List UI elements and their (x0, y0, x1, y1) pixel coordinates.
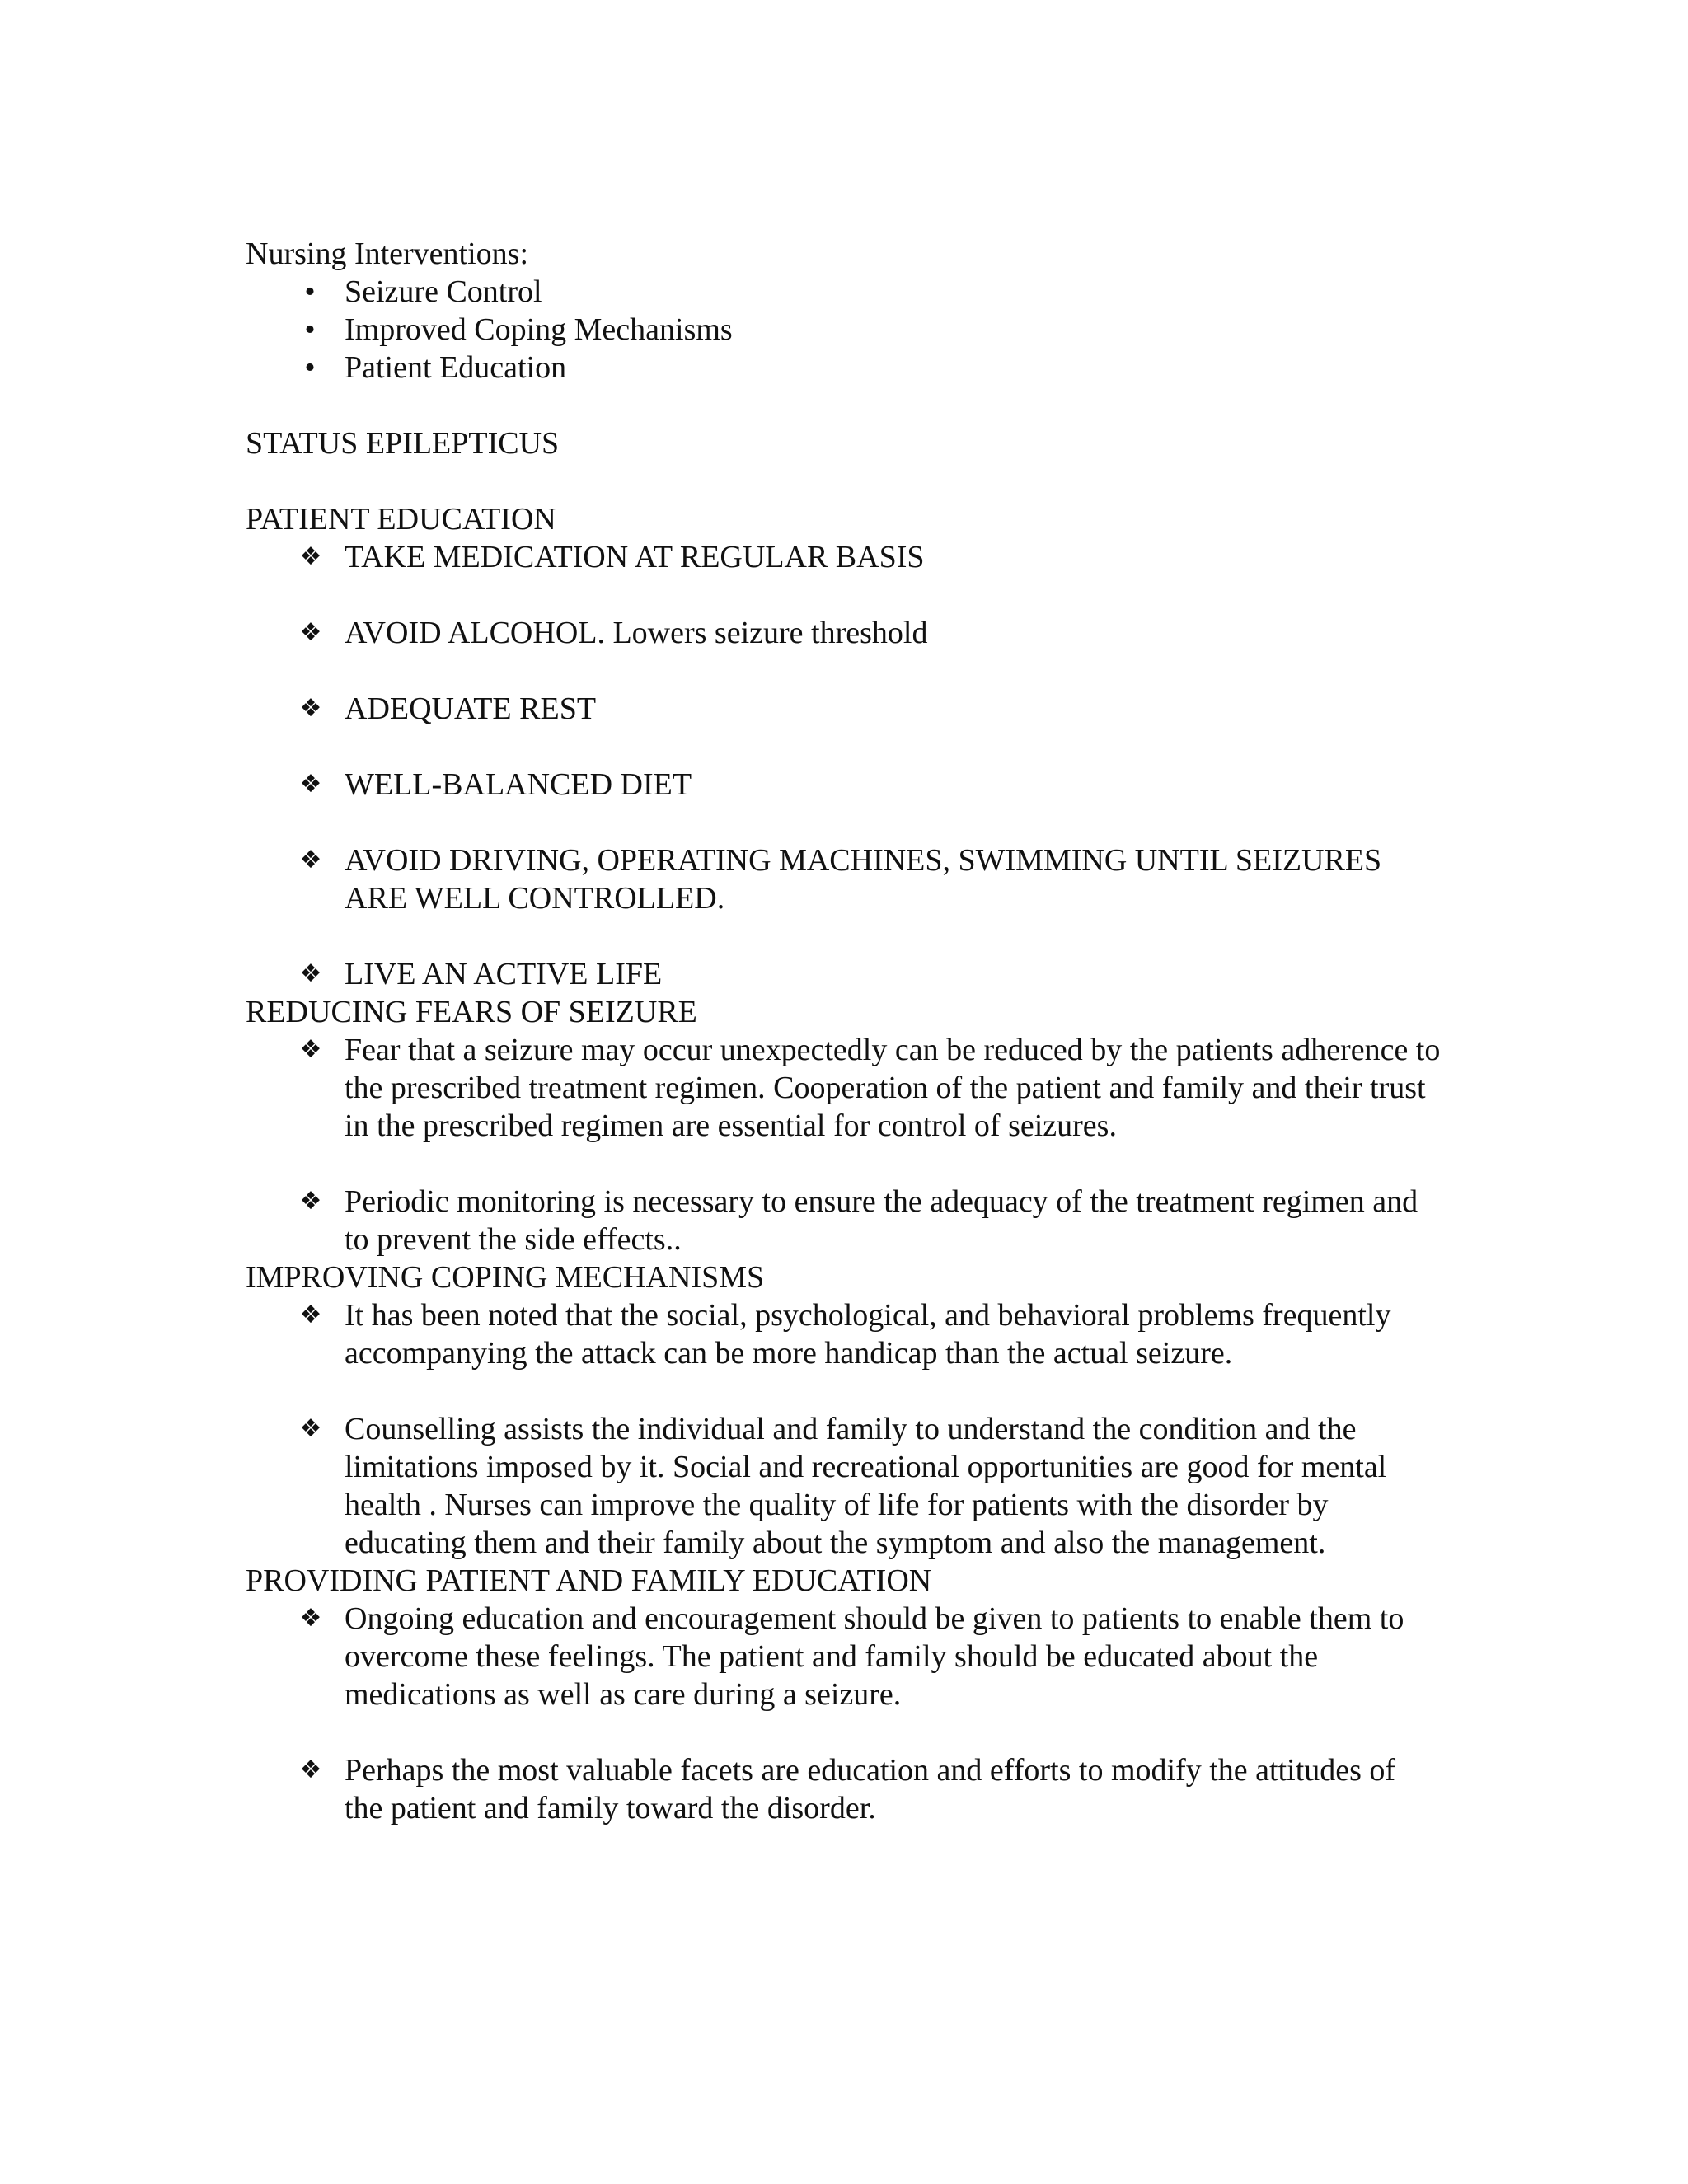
list-item (246, 841, 1441, 917)
list-item-text: ADEQUATE REST (345, 691, 597, 726)
diamond-bullet-icon: ❖ (299, 1755, 322, 1784)
diamond-bullet-icon: ❖ (299, 959, 322, 988)
diamond-bullet-icon: ❖ (299, 846, 322, 874)
dot-bullet-icon: • (304, 312, 316, 347)
improving-coping-list (246, 1296, 1441, 1562)
list-item (246, 1296, 1441, 1372)
spacer (246, 387, 1441, 424)
family-education-section (246, 1562, 1441, 1827)
nursing-interventions-section (246, 235, 1441, 387)
diamond-bullet-icon: ❖ (299, 1187, 322, 1216)
patient-education-heading: PATIENT EDUCATION (246, 502, 556, 537)
list-item (246, 538, 1441, 576)
list-item-text: LIVE AN ACTIVE LIFE (345, 957, 663, 991)
diamond-bullet-icon: ❖ (299, 542, 322, 571)
family-education-heading: PROVIDING PATIENT AND FAMILY EDUCATION (246, 1563, 932, 1598)
diamond-bullet-icon: ❖ (299, 1301, 322, 1329)
document-body (246, 235, 1441, 1827)
list-item (246, 614, 1441, 652)
list-item-text: Patient Education (345, 350, 567, 385)
improving-coping-section (246, 1258, 1441, 1562)
diamond-bullet-icon: ❖ (299, 694, 322, 723)
list-item (246, 690, 1441, 728)
reducing-fears-heading: REDUCING FEARS OF SEIZURE (246, 995, 697, 1029)
spacer (246, 462, 1441, 500)
diamond-bullet-icon: ❖ (299, 1414, 322, 1443)
diamond-bullet-icon: ❖ (299, 618, 322, 647)
family-education-list (246, 1600, 1441, 1827)
list-item-text: Fear that a seizure may occur unexpectedly can be reduced by the patients adherence to the prescribed treatment regimen. Cooperation of the patient and family and their trust in the prescribed regimen are essential for control of seizures. (345, 1033, 1441, 1143)
reducing-fears-section (246, 993, 1441, 1258)
reducing-fears-list (246, 1031, 1441, 1258)
nursing-interventions-list (246, 273, 1441, 387)
list-item-text: Perhaps the most valuable facets are education and efforts to modify the attitudes of the patient and family toward the disorder. (345, 1753, 1396, 1825)
list-item-text: It has been noted that the social, psychological, and behavioral problems frequently accompanying the attack can be more handicap than the actual seizure. (345, 1298, 1391, 1371)
list-item (246, 349, 1441, 387)
diamond-bullet-icon: ❖ (299, 1604, 322, 1633)
list-item-text: Periodic monitoring is necessary to ensure the adequacy of the treatment regimen and to prevent the side effects.. (345, 1184, 1418, 1257)
list-item (246, 1183, 1441, 1258)
diamond-bullet-icon: ❖ (299, 1035, 322, 1064)
nursing-interventions-heading: Nursing Interventions: (246, 237, 529, 271)
list-item-text: Improved Coping Mechanisms (345, 312, 733, 347)
improving-coping-heading: IMPROVING COPING MECHANISMS (246, 1260, 765, 1295)
dot-bullet-icon: • (304, 350, 316, 385)
list-item (246, 273, 1441, 311)
list-item (246, 311, 1441, 349)
list-item-text: TAKE MEDICATION AT REGULAR BASIS (345, 540, 925, 574)
list-item-text: Ongoing education and encouragement should be given to patients to enable them to overcome these feelings. The patient and family should be educated about the medications as well as care during a seizure. (345, 1601, 1404, 1712)
list-item-text: AVOID DRIVING, OPERATING MACHINES, SWIMMING UNTIL SEIZURES ARE WELL CONTROLLED. (345, 843, 1382, 916)
patient-education-section (246, 500, 1441, 993)
patient-education-list (246, 538, 1441, 993)
list-item-text: WELL-BALANCED DIET (345, 767, 692, 802)
list-item (246, 1410, 1441, 1562)
list-item (246, 1031, 1441, 1145)
list-item-text: AVOID ALCOHOL. Lowers seizure threshold (345, 616, 928, 650)
dot-bullet-icon: • (304, 274, 316, 309)
list-item (246, 766, 1441, 804)
list-item (246, 1751, 1441, 1827)
status-epilepticus-heading: STATUS EPILEPTICUS (246, 426, 560, 461)
list-item (246, 955, 1441, 993)
diamond-bullet-icon: ❖ (299, 770, 322, 799)
list-item-text: Counselling assists the individual and family to understand the condition and the limitations imposed by it. Social and recreational opportunities are good for mental health . Nurses can improve the quality of life for patients with the disorder by educating them and their family about the symptom and also the management. (345, 1412, 1387, 1560)
list-item-text: Seizure Control (345, 274, 542, 309)
list-item (246, 1600, 1441, 1713)
